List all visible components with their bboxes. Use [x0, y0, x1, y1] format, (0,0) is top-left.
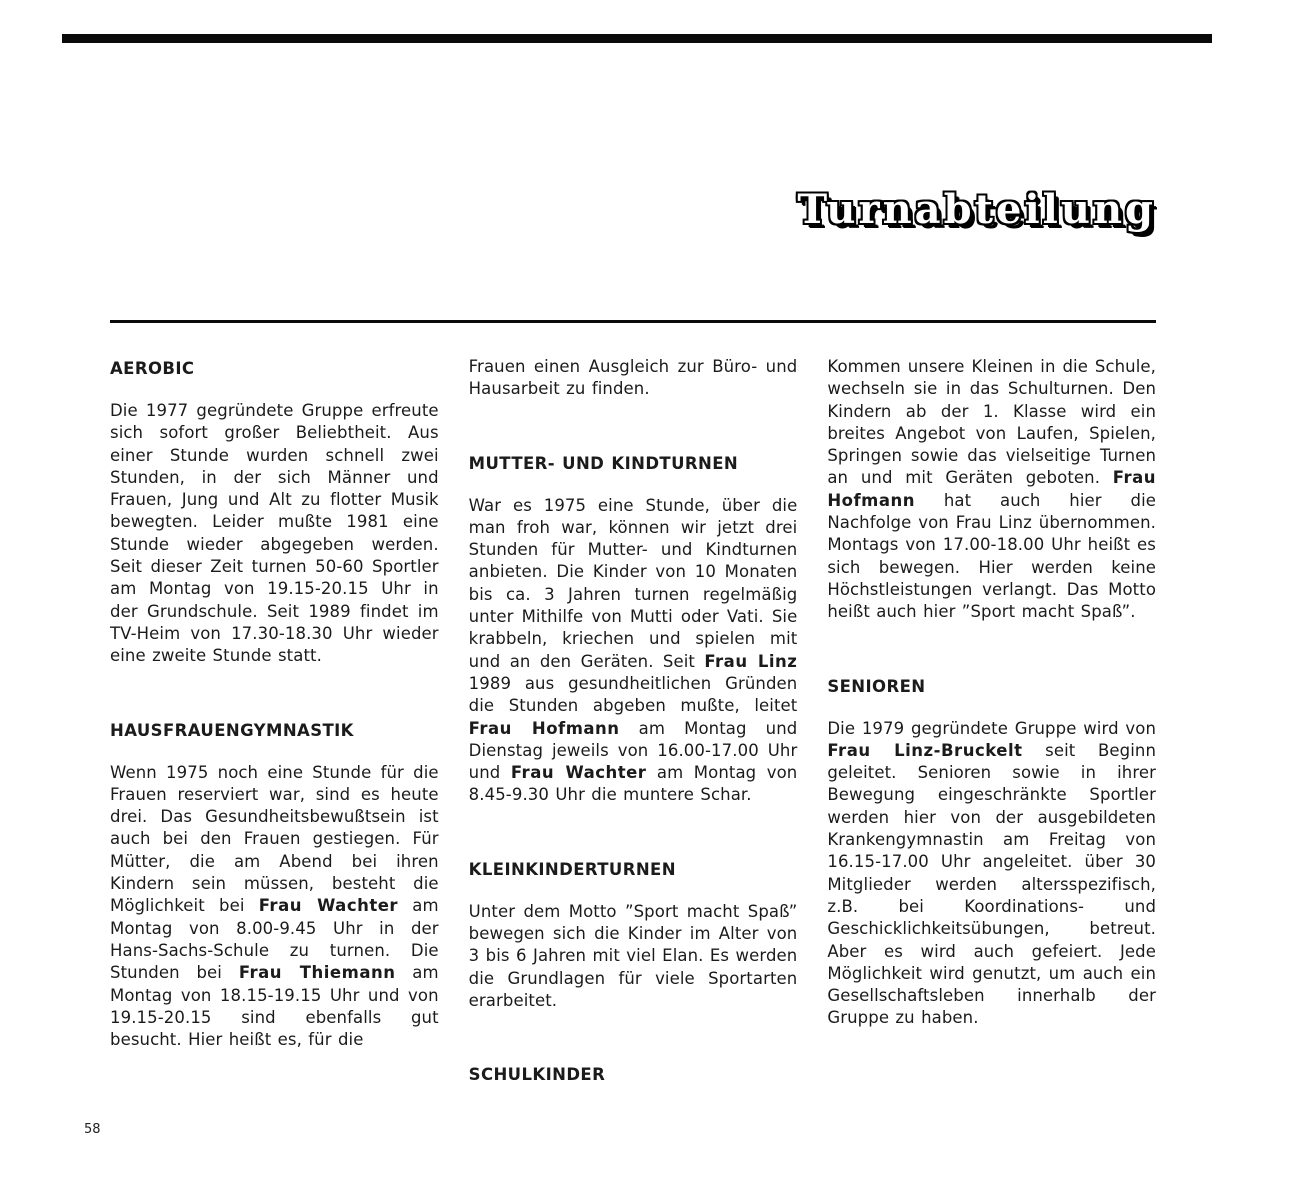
top-rule	[62, 34, 1212, 43]
bold-name-run: Frau Hofmann	[827, 468, 1157, 510]
text-run: hat auch hier die Nachfolge von Frau Linz übernommen. Montags von 17.00-18.00 Uhr heißt es sich bewegen. Hier werden keine Höchstleistungen verlangt. Das Motto heißt auch hier ”Sport macht Spaß”.	[827, 490, 1157, 622]
text-run: 1989 aus gesundheitlichen Gründen die Stunden abgeben mußte, leitet	[468, 673, 798, 716]
bold-name-run: Frau Linz	[704, 651, 798, 671]
hausfrauengymnastik-continuation-paragraph	[469, 356, 798, 401]
section-heading-schulkinder: SCHULKINDER	[468, 1065, 606, 1085]
text-run: seit Beginn geleitet. Senioren sowie in ihrer Bewegung eingeschränkte Sportler werden hier von der ausgebildeten Krankengymnastin am Freitag von 16.15-17.00 Uhr angeleitet. über 30 Mitglieder werden altersspezifisch, z.B. bei Koordinations- und Geschicklichkeitsübungen, betreut. Aber es wird auch gefeiert. Jede Möglichkeit wird genutzt, um auch ein Gesellschaftsleben innerhalb der Gruppe zu haben.	[827, 740, 1157, 1028]
text-run: Die 1977 gegründete Gruppe erfreute sich sofort großer Beliebtheit. Aus einer Stunde wurden schnell zwei Stunden, in der sich Männer und Frauen, Jung und Alt zu flotter Musik bewegten. Leider mußte 1981 eine Stunde wieder abgegeben werden. Seit dieser Zeit turnen 50-60 Sportler am Montag von 19.15-20.15 Uhr in der Grundschule. Seit 1989 findet im TV-Heim von 17.30-18.30 Uhr wieder eine zweite Stunde statt.	[110, 401, 439, 666]
text-run: am Montag von 8.45-9.30 Uhr die muntere Schar.	[468, 763, 798, 805]
bold-name-run: Frau Hofmann	[468, 718, 620, 738]
text-run: Wenn 1975 noch eine Stunde für die Frauen reserviert war, sind es heute drei. Das Gesundheitsbewußtsein ist auch bei den Frauen gestiegen. Für Mütter, die am Abend bei ihren Kindern sein müssen, besteht die Möglichkeit bei	[110, 762, 439, 916]
page-title: Turnabteilung	[797, 186, 1156, 233]
text-run: am Montag von 18.15-19.15 Uhr und von 19.15-20.15 sind ebenfalls gut besucht. Hier heißt es, für die	[110, 963, 439, 1050]
page-number: 58	[84, 1122, 101, 1137]
senioren-paragraph	[827, 718, 1156, 1030]
bold-name-run: Frau Wachter	[510, 763, 647, 783]
text-run: Kommen unsere Kleinen in die Schule, wechseln sie in das Schulturnen. Den Kindern ab der 1. Klasse wird ein breites Angebot von Laufen, Spielen, Springen sowie das vielseitige Turnen an und mit Geräten geboten.	[827, 357, 1157, 488]
text-run: War es 1975 eine Stunde, über die man froh war, können wir jetzt drei Stunden für Mutter- und Kindturnen anbieten. Die Kinder von 10 Monaten bis ca. 3 Jahren turnen regelmäßig unter Mithilfe von Mutti oder Vati. Sie krabbeln, kriechen und spielen mit und an den Geräten. Seit	[468, 495, 798, 671]
bold-name-run: Frau Wachter	[258, 896, 399, 916]
text-run: am Montag von 8.00-9.45 Uhr in der Hans-Sachs-Schule zu turnen. Die Stunden bei	[110, 896, 439, 983]
mutter-und-kindturnen-paragraph	[469, 495, 798, 807]
hausfrauengymnastik-paragraph	[110, 762, 439, 1052]
aerobic-paragraph	[110, 400, 439, 668]
title-divider	[110, 320, 1156, 323]
text-run: Frauen einen Ausgleich zur Büro- und Hausarbeit zu finden.	[468, 357, 798, 399]
article-columns	[110, 356, 1156, 1106]
bold-name-run: Frau Linz-Bruckelt	[827, 740, 1023, 760]
text-run: am Montag und Dienstag jeweils von 16.00-17.00 Uhr und	[468, 718, 798, 783]
section-heading-kleinkinderturnen: KLEINKINDERTURNEN	[468, 859, 676, 879]
section-heading-senioren: SENIOREN	[827, 676, 926, 696]
text-run: Unter dem Motto ”Sport macht Spaß” bewegen sich die Kinder im Alter von 3 bis 6 Jahren mit viel Elan. Es werden die Grundlagen für viele Sportarten erarbeitet.	[468, 901, 798, 1010]
section-heading-aerobic: AEROBIC	[110, 359, 195, 378]
section-heading-hausfrauengymnastik: HAUSFRAUENGYMNASTIK	[110, 720, 354, 740]
section-heading-mutter-und-kindturnen: MUTTER- UND KINDTURNEN	[468, 453, 739, 473]
kleinkinderturnen-paragraph	[469, 901, 798, 1012]
text-run: Die 1979 gegründete Gruppe wird von	[827, 718, 1157, 738]
column-1	[110, 356, 439, 1106]
column-2	[469, 356, 798, 1106]
column-3	[827, 356, 1156, 1106]
bold-name-run: Frau Thiemann	[238, 963, 396, 983]
schulkinder-paragraph	[827, 356, 1156, 624]
